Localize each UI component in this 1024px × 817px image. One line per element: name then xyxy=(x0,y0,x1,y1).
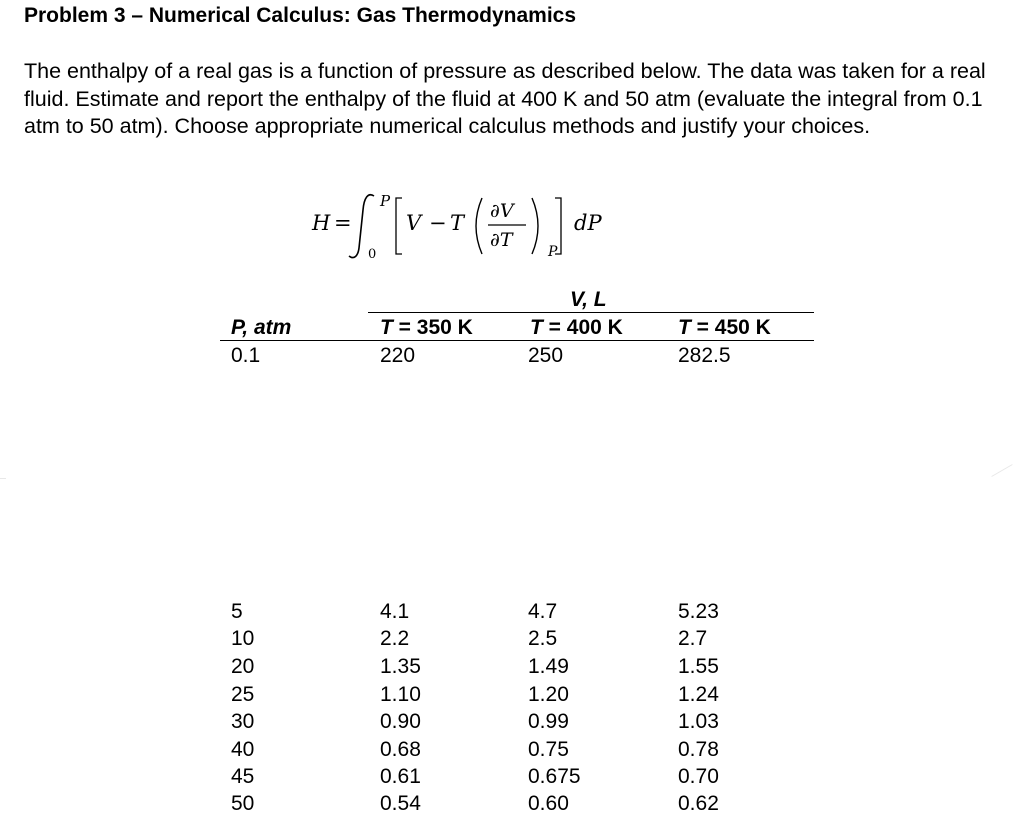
cell-p: 0.1 xyxy=(231,344,261,367)
cell-p: 20 xyxy=(231,655,255,678)
cell-v350: 0.68 xyxy=(380,738,421,761)
eq-differential: dP xyxy=(574,211,602,235)
cell-p: 40 xyxy=(231,738,255,761)
cell-v450: 0.70 xyxy=(678,765,719,788)
cell-v400: 4.7 xyxy=(528,600,558,623)
pressure-header: P, atm xyxy=(231,316,292,339)
page-gap-mark xyxy=(0,478,6,479)
cell-v350: 220 xyxy=(380,344,416,367)
cell-v400: 0.60 xyxy=(528,792,569,815)
page-gap-mark xyxy=(991,464,1012,477)
cell-v450: 1.03 xyxy=(678,710,719,733)
eq-T: T xyxy=(450,211,465,235)
cell-p: 10 xyxy=(231,627,255,650)
cell-v350: 0.61 xyxy=(380,765,421,788)
eq-equals: = xyxy=(334,211,352,235)
temp-header-350: T = 350 K xyxy=(380,316,473,339)
cell-v350: 2.2 xyxy=(380,627,410,650)
cell-v450: 2.7 xyxy=(678,627,708,650)
cell-v450: 5.23 xyxy=(678,600,719,623)
cell-v450: 1.55 xyxy=(678,655,719,678)
cell-v350: 0.90 xyxy=(380,710,421,733)
cell-v450: 0.78 xyxy=(678,738,719,761)
cell-v350: 1.10 xyxy=(380,683,421,706)
cell-v400: 1.20 xyxy=(528,683,569,706)
problem-title: Problem 3 – Numerical Calculus: Gas Thermodynamics xyxy=(24,4,577,27)
eq-lhs: H xyxy=(312,211,331,235)
cell-v400: 250 xyxy=(528,344,564,367)
eq-partial-num: ∂V xyxy=(490,200,514,222)
group-header-rule xyxy=(368,312,814,313)
cell-p: 45 xyxy=(231,765,255,788)
problem-description: The enthalpy of a real gas is a function of pressure as described below. The data was taken for a real fluid. Estimate and report the enthalpy of the fluid at 400 K and 50 atm (evaluate the integral from 0.1 atm to 50 atm). Choose appropriate numerical calculus methods and justify your choices. xyxy=(24,59,986,138)
cell-p: 30 xyxy=(231,710,255,733)
cell-p: 50 xyxy=(231,792,255,815)
cell-v450: 282.5 xyxy=(678,344,731,367)
cell-p: 25 xyxy=(231,683,255,706)
header-rule xyxy=(220,340,814,341)
eq-upper-limit: P xyxy=(380,192,391,210)
cell-v350: 1.35 xyxy=(380,655,421,678)
cell-v400: 0.99 xyxy=(528,710,569,733)
temp-header-450: T = 450 K xyxy=(678,316,771,339)
cell-v350: 0.54 xyxy=(380,792,421,815)
cell-v400: 0.75 xyxy=(528,738,569,761)
cell-v400: 0.675 xyxy=(528,765,581,788)
cell-v450: 1.24 xyxy=(678,683,719,706)
cell-v400: 1.49 xyxy=(528,655,569,678)
eq-minus: − xyxy=(429,211,447,235)
cell-v450: 0.62 xyxy=(678,792,719,815)
temp-header-400: T = 400 K xyxy=(530,316,623,339)
cell-v400: 2.5 xyxy=(528,627,558,650)
group-header: V, L xyxy=(570,288,607,311)
eq-V: V xyxy=(406,211,422,235)
cell-v350: 4.1 xyxy=(380,600,410,623)
eq-partial-den: ∂T xyxy=(490,229,513,251)
eq-subscript: P xyxy=(548,244,558,260)
eq-lower-limit: 0 xyxy=(368,247,377,262)
cell-p: 5 xyxy=(231,600,243,623)
